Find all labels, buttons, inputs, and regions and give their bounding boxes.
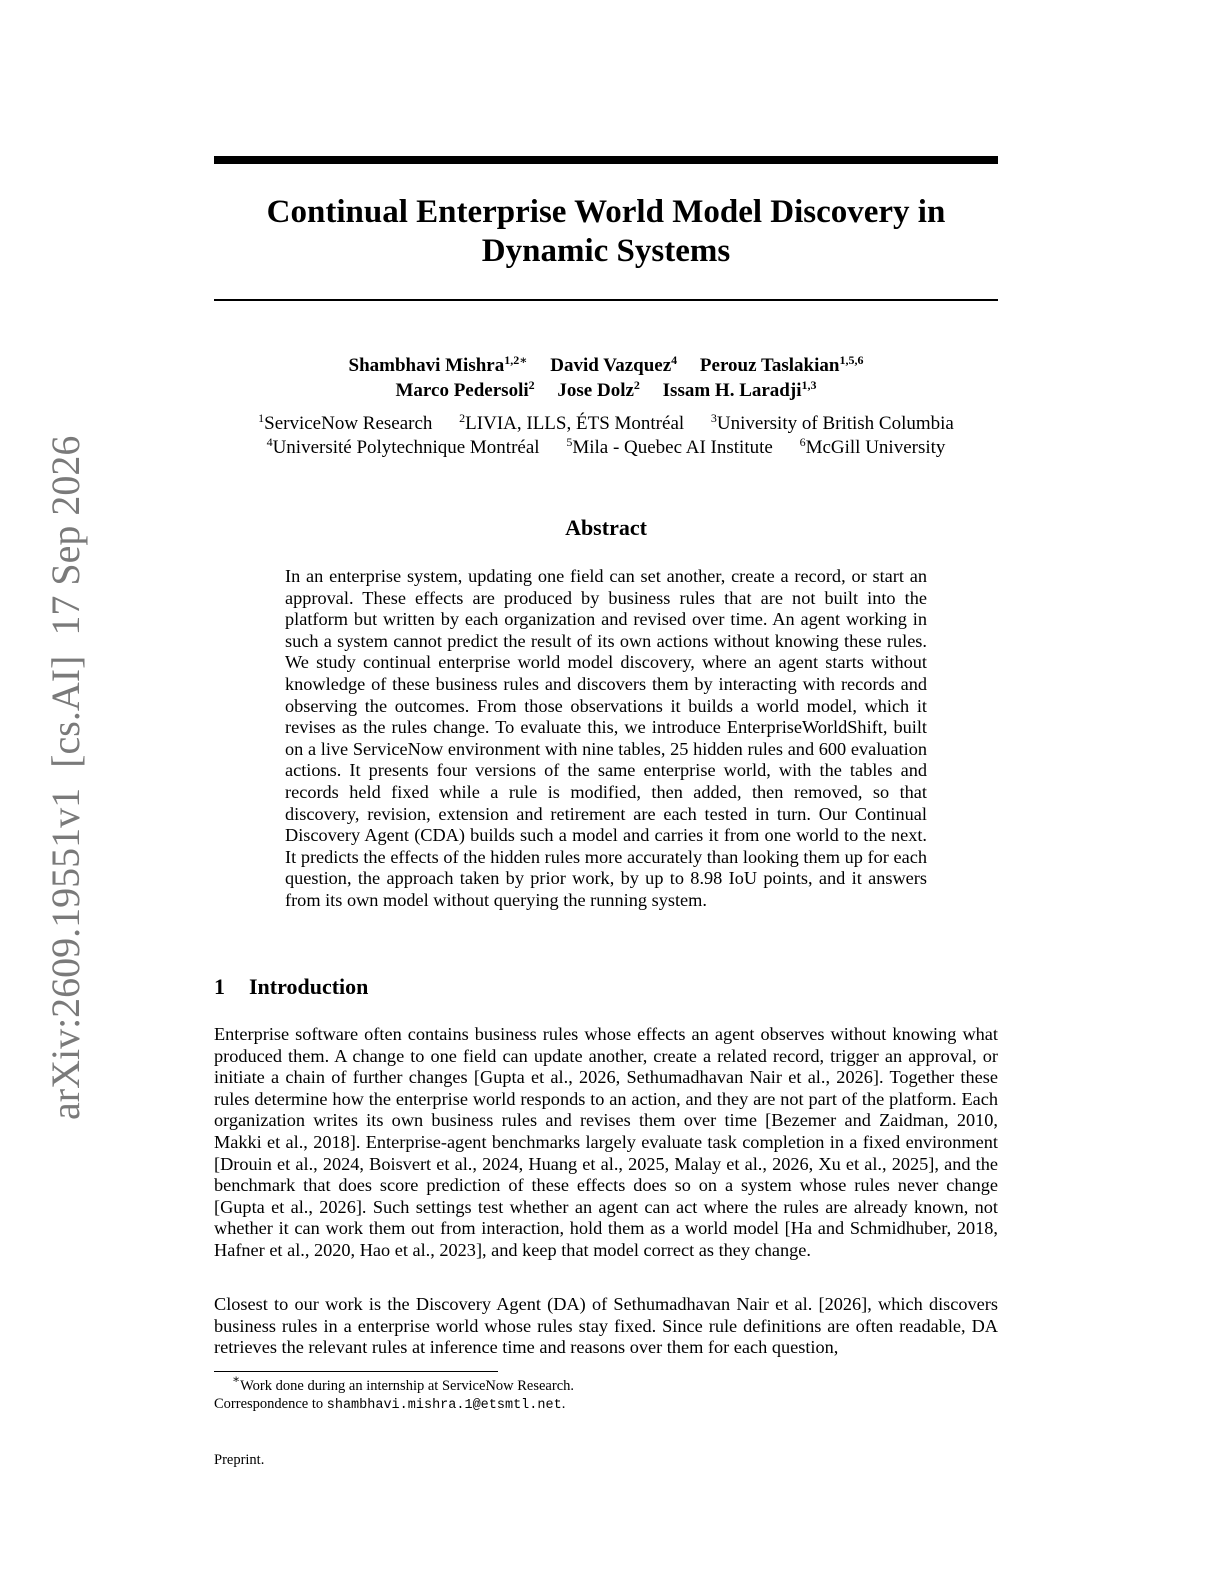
author-name: Shambhavi Mishra xyxy=(348,355,505,376)
paper-title xyxy=(214,193,998,271)
author-line-2 xyxy=(214,378,998,403)
author-affiliation-marker: 1,2∗ xyxy=(504,353,528,367)
section-title: Introduction xyxy=(249,974,369,999)
author-affiliation-marker: 1,3 xyxy=(801,378,817,392)
author-affiliation-marker: 2 xyxy=(633,378,640,392)
affiliation-name: McGill University xyxy=(805,437,946,458)
paper-title-line-2: Dynamic Systems xyxy=(481,233,731,269)
footnote-correspondence xyxy=(214,1395,565,1415)
paper-title-line-1: Continual Enterprise World Model Discovery in xyxy=(266,194,946,230)
affiliation-name: Université Polytechnique Montréal xyxy=(272,437,540,458)
affiliation-line-2 xyxy=(214,436,998,460)
arxiv-identifier-sidebar: arXiv:2609.19551v1 [cs.AI] 17 Sep 2026 xyxy=(43,435,88,1120)
affiliation-marker: 1 xyxy=(258,411,265,425)
affiliation-marker: 4 xyxy=(266,435,273,449)
title-top-rule xyxy=(214,156,998,164)
correspondence-prefix: Correspondence to xyxy=(214,1396,327,1412)
author-affiliation-marker: 4 xyxy=(671,353,678,367)
author-name: David Vazquez xyxy=(550,355,672,376)
affiliation-marker: 3 xyxy=(710,411,717,425)
affiliation-marker: 2 xyxy=(459,411,466,425)
title-bottom-rule xyxy=(214,299,998,301)
author-list xyxy=(214,353,998,403)
affiliation-name: LIVIA, ILLS, ÉTS Montréal xyxy=(465,413,685,434)
affiliation-line-1 xyxy=(214,412,998,436)
author-affiliation-marker: 2 xyxy=(528,378,535,392)
introduction-paragraph-1: Enterprise software often contains business rules whose effects an agent observes without knowing what produced them. A change to one field can update another, create a related record, trigger an approval, or initiate a chain of further changes [Gupta et al., 2026, Sethumadhavan Nair et al., 2026]. Together these rules determine how the enterprise world responds to an action, and they are not part of the platform. Each organization writes its own business rules and revises them over time [Bezemer and Zaidman, 2010, Makki et al., 2018]. Enterprise-agent benchmarks largely evaluate task completion in a fixed environment [Drouin et al., 2024, Boisvert et al., 2024, Huang et al., 2025, Malay et al., 2026, Xu et al., 2025], and the benchmark that does score prediction of these effects does so on a system whose rules never change [Gupta et al., 2026]. Such settings test whether an agent can act where the rules are already known, not whether it can work them out from interaction, hold them as a world model [Ha and Schmidhuber, 2018, Hafner et al., 2020, Hao et al., 2023], and keep that model correct as they change. xyxy=(214,1024,998,1260)
author-name: Issam H. Laradji xyxy=(662,380,802,401)
author-name: Perouz Taslakian xyxy=(699,355,840,376)
abstract-heading: Abstract xyxy=(565,515,647,540)
abstract-body: In an enterprise system, updating one field can set another, create a record, or start an approval. These effects are produced by business rules that are not built into the platform but written by each organization and revised over time. An agent working in such a system cannot predict the result of its own actions without knowing these rules. We study continual enterprise world model discovery, where an agent starts without knowledge of these business rules and discovers them by interacting with records and observing the outcomes. From those observations it builds a world model, which it revises as the rules change. To evaluate this, we introduce EnterpriseWorldShift, built on a live ServiceNow environment with nine tables, 25 hidden rules and 600 evaluation actions. It presents four versions of the same enterprise world, with the tables and records held fixed while a rule is modified, then added, then removed, so that discovery, revision, extension and retirement are each tested in turn. Our Continual Discovery Agent (CDA) builds such a model and carries it from one world to the next. It predicts the effects of the hidden rules more accurately than looking them up for each question, the approach taken by prior work, by up to 8.98 IoU points, and it answers from its own model without querying the running system. xyxy=(285,566,927,910)
author-affiliation-marker: 1,5,6 xyxy=(839,353,864,367)
affiliation-name: ServiceNow Research xyxy=(264,413,433,434)
affiliation-marker: 5 xyxy=(566,435,573,449)
correspondence-email-link[interactable]: shambhavi.mishra.1@etsmtl.net xyxy=(326,1398,562,1413)
footnote-text: Work done during an internship at ServiceNow Research. xyxy=(240,1378,575,1394)
correspondence-suffix: . xyxy=(561,1396,566,1412)
section-heading-introduction xyxy=(214,973,368,1001)
affiliation-name: Mila - Quebec AI Institute xyxy=(572,437,773,458)
author-line-1 xyxy=(214,353,998,378)
introduction-paragraph-2: Closest to our work is the Discovery Agent (DA) of Sethumadhavan Nair et al. [2026], which discovers business rules in a enterprise world whose rules stay fixed. Since rule definitions are often readable, DA retrieves the relevant rules at inference time and reasons over them for each question, xyxy=(214,1294,998,1358)
affiliation-marker: 6 xyxy=(799,435,806,449)
section-number: 1 xyxy=(214,974,225,999)
affiliation-list xyxy=(214,412,998,460)
footnote-internship xyxy=(232,1372,575,1395)
author-name: Jose Dolz xyxy=(557,380,634,401)
affiliation-name: University of British Columbia xyxy=(716,413,954,434)
footnote-marker: ∗ xyxy=(232,1372,241,1386)
footnote-rule xyxy=(214,1371,498,1372)
preprint-label: Preprint. xyxy=(214,1452,265,1468)
author-name: Marco Pedersoli xyxy=(395,380,529,401)
